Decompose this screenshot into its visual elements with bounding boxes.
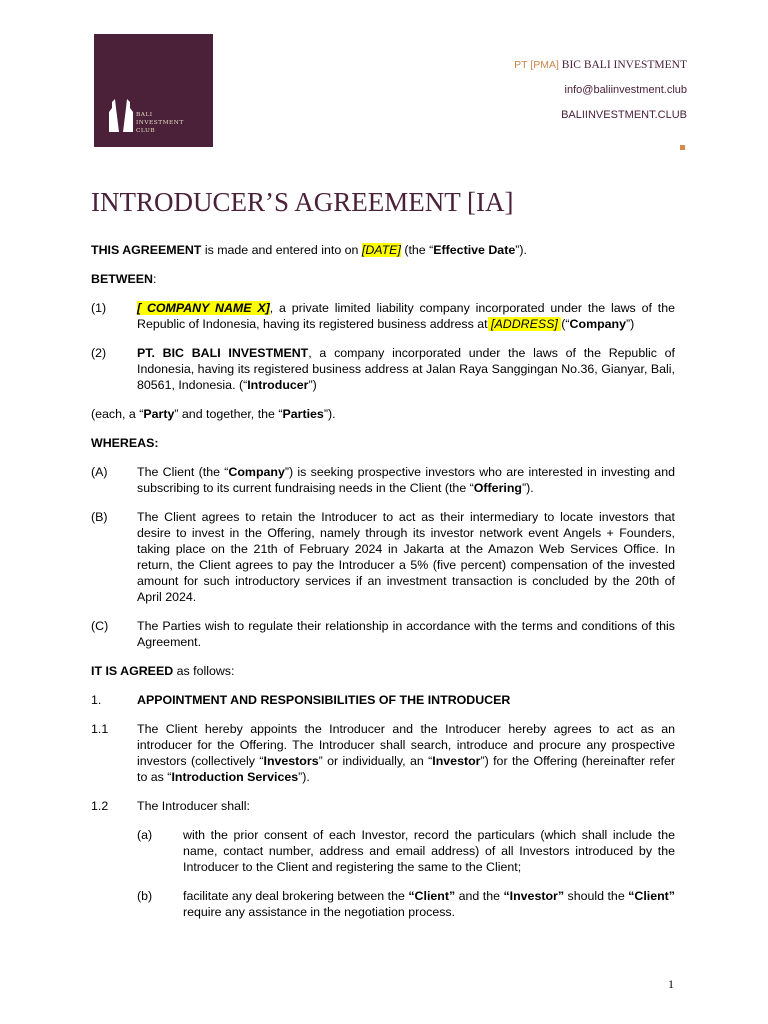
section-1-heading [91, 692, 675, 708]
page-number: 1 [668, 977, 674, 991]
company-prefix: PT [PMA] [514, 59, 559, 71]
decorative-square-icon [680, 145, 685, 150]
intro-paragraph [91, 242, 675, 258]
logo-line-1: BALI [136, 112, 153, 118]
clause-text-part: ”). [298, 770, 310, 784]
defined-term: Introducer [247, 378, 309, 392]
agreed-text: as follows: [173, 664, 235, 678]
party-text-part: (“ [561, 317, 570, 331]
defined-term: Company [569, 317, 627, 331]
intro-text: (the “ [400, 243, 434, 257]
company-contact-block [514, 58, 687, 122]
party-text-part: ”) [308, 378, 317, 392]
defined-term: “Investor” [503, 889, 565, 903]
parties-text: ” and together, the “ [174, 407, 283, 421]
recital-text [137, 464, 675, 496]
item-text-part: should the [564, 889, 629, 903]
recital-text: The Client agrees to retain the Introducer to act as their intermediary to locate investors that desire to invest in the Offering, namely through its investor network event Angels + Founders, taking place on the 21th of February 2024 in Jakarta at the Amazon Web Services Office. In return, the Client agrees to pay the Introducer a 5% (five percent) compensation of the invested amount for such introductory services if an investment transaction is concluded by the 20th of April 2024. [137, 510, 675, 604]
party-1 [91, 300, 675, 332]
defined-term: Effective Date [433, 243, 516, 257]
defined-term: Investor [432, 754, 481, 768]
party-text-part: , a private limited liability company incorporated under the laws of the Republic of Indonesia, having its registered business address at [137, 301, 675, 331]
item-number: (a) [137, 828, 153, 842]
party-text [137, 300, 675, 332]
company-website[interactable]: BALIINVESTMENT.CLUB [561, 109, 687, 121]
whereas-label: WHEREAS: [91, 436, 159, 450]
recital-text-part: ”). [521, 481, 534, 495]
defined-term: Offering [473, 481, 522, 495]
recital-number: (C) [91, 619, 109, 633]
clause-text-part: The Client hereby appoints the Introducer and the Introducer hereby agrees to act as an introducer for the Offering. The Introducer shall search, introduce and procure any prospective investors (collectively “ [137, 722, 675, 768]
item-text: with the prior consent of each Investor, record the particulars (which shall include the name, contact number, address and email address) of all Investors introduced by the Introducer to the Client and registering the same to the Client; [183, 828, 675, 874]
party-text-part: ”) [626, 317, 635, 331]
party-number: (2) [91, 346, 107, 360]
document-title: INTRODUCER’S AGREEMENT [IA] [91, 187, 514, 217]
recital-b [91, 509, 675, 605]
party-text-part: , a company incorporated under the laws of the Republic of Indonesia, having its registered business address at Jalan Raya Sanggingan No.36, Gianyar, Bali, 80561, Indonesia. (“ [137, 346, 675, 392]
recital-number: (A) [91, 465, 108, 479]
party-name: PT. BIC BALI INVESTMENT [137, 346, 309, 360]
date-placeholder: [DATE] [361, 243, 401, 257]
whereas-heading [91, 435, 675, 451]
recital-text-part: ”) is seeking prospective investors who are interested in investing and subscribing to its current fundraising needs in the Client (the “ [137, 465, 675, 495]
defined-term: Introduction Services [171, 770, 299, 784]
agreed-lead: IT IS AGREED [91, 664, 174, 678]
clause-item-a [91, 827, 675, 875]
between-heading [91, 271, 675, 287]
defined-term: “Client” [408, 889, 456, 903]
address-placeholder: [ADDRESS] [487, 317, 562, 331]
logo-line-3: CLUB [136, 128, 156, 134]
clause-text-part: ”) for the Offering (hereinafter refer to as “ [137, 754, 675, 784]
document-body [91, 242, 675, 920]
recital-text-part: The Client (the “ [137, 465, 229, 479]
recital-text: The Parties wish to regulate their relationship in accordance with the terms and conditions of this Agreement. [137, 619, 675, 649]
recital-c [91, 618, 675, 650]
party-number: (1) [91, 301, 107, 315]
item-text [183, 888, 675, 920]
temple-gate-icon [108, 98, 134, 132]
item-text-part: and the [455, 889, 504, 903]
parties-text: (each, a “ [91, 407, 144, 421]
defined-term: Investors [263, 754, 319, 768]
clause-1-2 [91, 798, 675, 814]
company-logo [94, 34, 213, 147]
intro-lead: THIS AGREEMENT [91, 243, 202, 257]
company-name-placeholder: [ COMPANY NAME X] [137, 301, 270, 315]
section-heading-text: APPOINTMENT AND RESPONSIBILITIES OF THE INTRODUCER [137, 693, 511, 707]
recital-number: (B) [91, 510, 108, 524]
clause-text [137, 721, 675, 785]
parties-definition [91, 406, 675, 422]
clause-1-1 [91, 721, 675, 785]
agreed-paragraph [91, 663, 675, 679]
party-2 [91, 345, 675, 393]
section-heading [137, 692, 675, 708]
between-label: BETWEEN [91, 272, 153, 286]
intro-text: is made and entered into on [201, 243, 362, 257]
item-text-part: facilitate any deal brokering between the [183, 889, 409, 903]
logo-line-2: INVESTMENT [136, 120, 184, 126]
company-name [514, 58, 687, 72]
defined-term: Party [143, 407, 175, 421]
clause-number: 1.1 [91, 722, 109, 736]
clause-item-b [91, 888, 675, 920]
intro-text: ”). [515, 243, 527, 257]
between-colon: : [152, 272, 157, 286]
party-text [137, 345, 675, 393]
clause-text: The Introducer shall: [137, 799, 250, 813]
section-number: 1. [91, 693, 102, 707]
item-number: (b) [137, 889, 153, 903]
clause-number: 1.2 [91, 799, 109, 813]
company-name-text: BIC BALI INVESTMENT [561, 59, 687, 71]
parties-text: ”). [323, 407, 336, 421]
defined-term: “Client” [628, 889, 675, 903]
defined-term: Parties [282, 407, 324, 421]
item-text-part: require any assistance in the negotiation process. [183, 905, 456, 919]
clause-text-part: ” or individually, an “ [318, 754, 433, 768]
recital-a [91, 464, 675, 496]
company-email[interactable]: info@baliinvestment.club [564, 84, 687, 96]
defined-term: Company [228, 465, 285, 479]
logo-wordmark [136, 111, 184, 135]
